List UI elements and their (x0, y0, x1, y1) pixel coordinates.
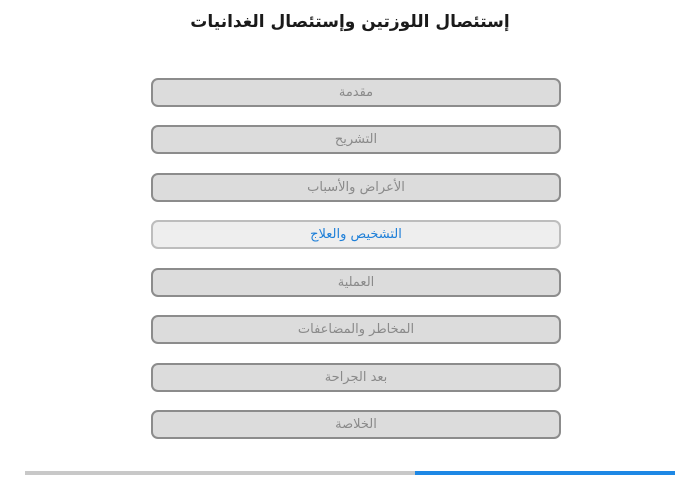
progress-bar-fill (415, 471, 675, 475)
menu-item-procedure[interactable]: العملية (151, 268, 561, 297)
menu-item-risks-complications[interactable]: المخاطر والمضاعفات (151, 315, 561, 344)
page-title: إستئصال اللوزتين وإستئصال الغدانيات (190, 12, 510, 32)
menu-item-summary[interactable]: الخلاصة (151, 410, 561, 439)
menu-item-introduction[interactable]: مقدمة (151, 78, 561, 107)
menu-item-after-surgery[interactable]: بعد الجراحة (151, 363, 561, 392)
menu-item-symptoms-causes[interactable]: الأعراض والأسباب (151, 173, 561, 202)
menu-item-anatomy[interactable]: التشريح (151, 125, 561, 154)
menu-item-diagnosis-treatment[interactable]: التشخيص والعلاج (151, 220, 561, 249)
progress-bar (25, 471, 675, 475)
